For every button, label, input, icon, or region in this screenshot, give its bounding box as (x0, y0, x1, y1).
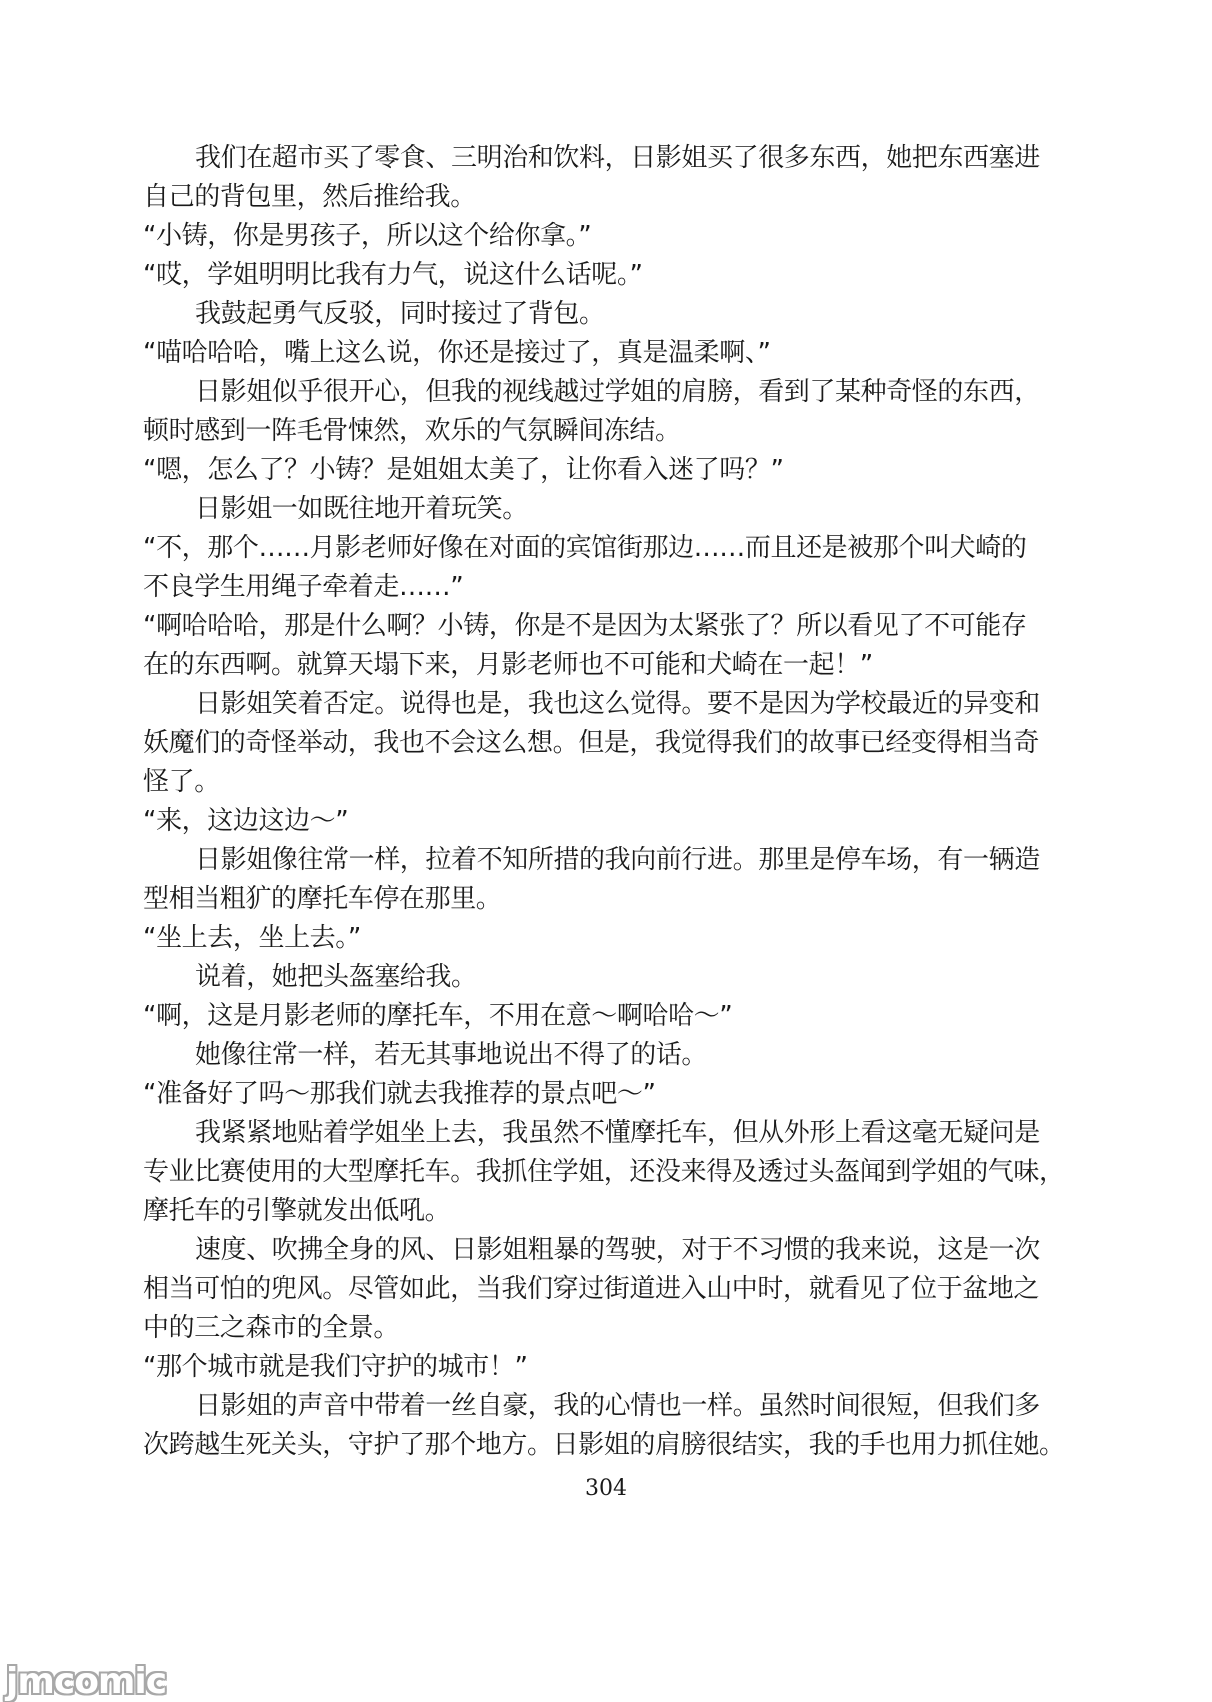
text-line: 次跨越生死关头，守护了那个地方。日影姐的肩膀很结实，我的手也用力抓住她。 (143, 1430, 1065, 1460)
text-line: “来，这边这边～” (143, 806, 349, 836)
watermark-logo: jmcomic (6, 1661, 167, 1702)
text-line: “喵哈哈哈，嘴上这么说，你还是接过了，真是温柔啊、” (143, 338, 771, 368)
text-line: “坐上去，坐上去。” (143, 923, 361, 953)
text-line: “不，那个……月影老师好像在对面的宾馆街那边……而且还是被那个叫犬崎的 (143, 533, 1027, 563)
text-line: 相当可怕的兜风。尽管如此，当我们穿过街道进入山中时，就看见了位于盆地之 (143, 1274, 1040, 1304)
text-line: 专业比赛使用的大型摩托车。我抓住学姐，还没来得及透过头盔闻到学姐的气味， (143, 1157, 1065, 1187)
page-body (143, 139, 1075, 1465)
text-line: 说着，她把头盔塞给我。 (195, 962, 477, 992)
text-line: “准备好了吗～那我们就去我推荐的景点吧～” (143, 1079, 656, 1109)
text-line: 型相当粗犷的摩托车停在那里。 (143, 884, 502, 914)
text-line: 在的东西啊。就算天塌下来，月影老师也不可能和犬崎在一起！” (143, 650, 873, 680)
text-line: 日影姐的声音中带着一丝自豪，我的心情也一样。虽然时间很短，但我们多 (195, 1391, 1040, 1421)
text-line: “嗯，怎么了？小铸？是姐姐太美了，让你看入迷了吗？” (143, 455, 784, 485)
text-line: 她像往常一样，若无其事地说出不得了的话。 (195, 1040, 708, 1070)
text-line: “啊哈哈哈，那是什么啊？小铸，你是不是因为太紧张了？所以看见了不可能存 (143, 611, 1027, 641)
text-line: “小铸，你是男孩子，所以这个给你拿。” (143, 221, 592, 251)
text-line: 我们在超市买了零食、三明治和饮料，日影姐买了很多东西，她把东西塞进 (195, 143, 1040, 173)
text-line: 自己的背包里，然后推给我。 (143, 182, 476, 212)
text-line: 不良学生用绳子牵着走……” (143, 572, 464, 602)
text-line: “哎，学姐明明比我有力气，说这什么话呢。” (143, 260, 643, 290)
text-line: “啊，这是月影老师的摩托车，不用在意～啊哈哈～” (143, 1001, 733, 1031)
text-line: 顿时感到一阵毛骨悚然，欢乐的气氛瞬间冻结。 (143, 416, 681, 446)
page-number: 304 (585, 1476, 627, 1501)
text-line: 日影姐一如既往地开着玩笑。 (195, 494, 528, 524)
text-line: “那个城市就是我们守护的城市！” (143, 1352, 528, 1382)
text-line: 中的三之森市的全景。 (143, 1313, 400, 1343)
text-line: 妖魔们的奇怪举动，我也不会这么想。但是，我觉得我们的故事已经变得相当奇 (143, 728, 1040, 758)
text-line: 日影姐笑着否定。说得也是，我也这么觉得。要不是因为学校最近的异变和 (195, 689, 1040, 719)
text-line: 速度、吹拂全身的风、日影姐粗暴的驾驶，对于不习惯的我来说，这是一次 (195, 1235, 1040, 1265)
text-line: 摩托车的引擎就发出低吼。 (143, 1196, 451, 1226)
text-line: 日影姐像往常一样，拉着不知所措的我向前行进。那里是停车场，有一辆造 (195, 845, 1040, 875)
text-line: 我鼓起勇气反驳，同时接过了背包。 (195, 299, 605, 329)
text-line: 怪了。 (143, 767, 220, 797)
text-line: 日影姐似乎很开心，但我的视线越过学姐的肩膀，看到了某种奇怪的东西， (195, 377, 1040, 407)
text-line: 我紧紧地贴着学姐坐上去，我虽然不懂摩托车，但从外形上看这毫无疑问是 (195, 1118, 1040, 1148)
